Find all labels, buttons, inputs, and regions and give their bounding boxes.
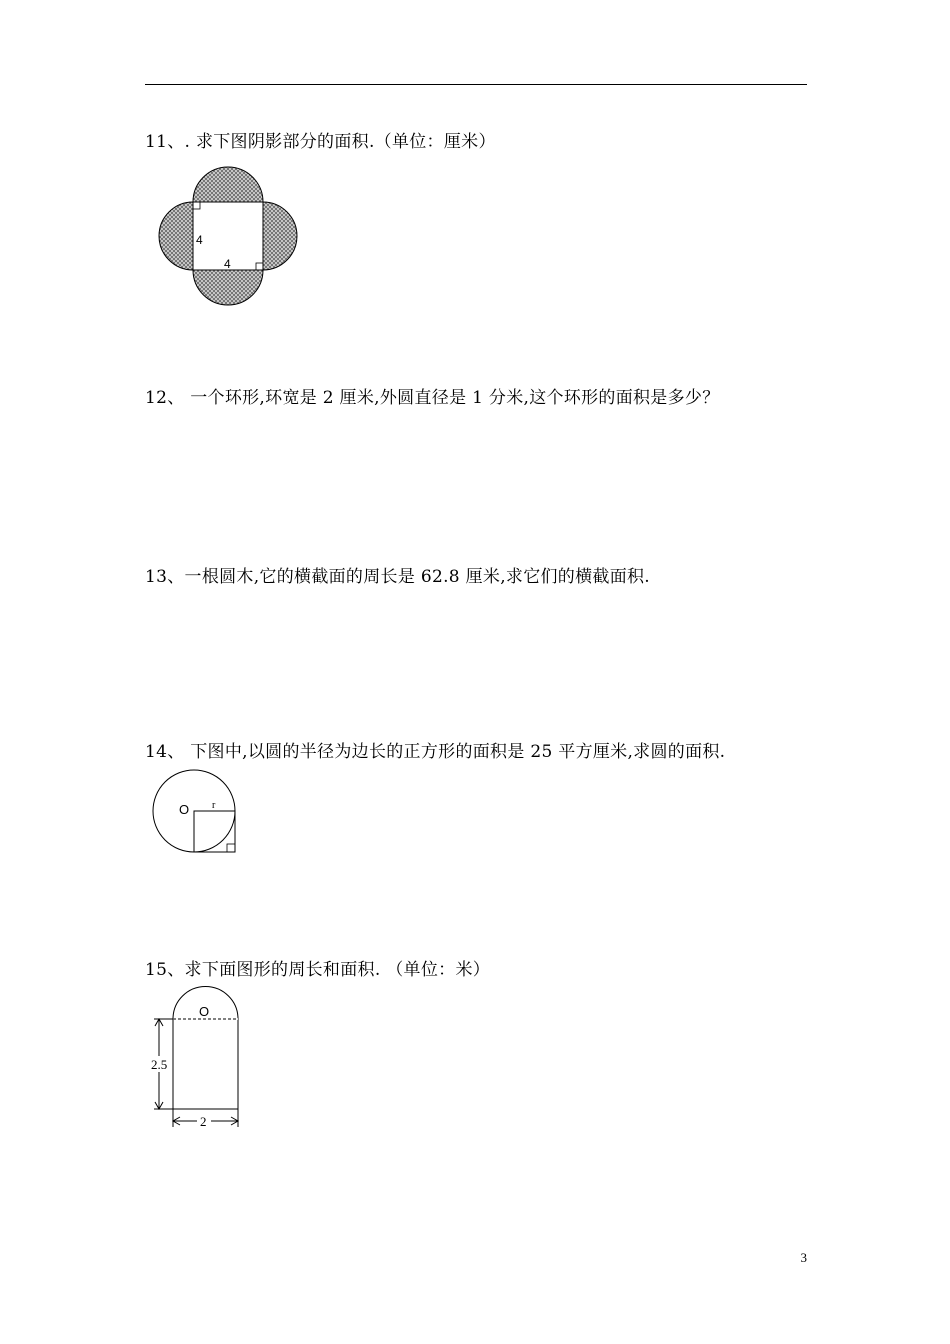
question-12: 12、 一个环形,环宽是 2 厘米,外圆直径是 1 分米,这个环形的面积是多少？ — [145, 388, 720, 408]
center-label: O — [199, 1004, 210, 1019]
radius-square — [194, 811, 235, 852]
bottom-length-label: 4 — [224, 257, 231, 271]
side-length-label: 4 — [196, 233, 203, 247]
question-11: 11、. 求下图阴影部分的面积.（单位：厘米） — [145, 132, 496, 152]
header-rule — [145, 84, 807, 85]
rectangle — [173, 1019, 238, 1109]
radius-label: r — [212, 800, 216, 811]
height-label: 2.5 — [151, 1057, 168, 1072]
top-semicircle — [193, 167, 263, 202]
question-14: 14、 下图中,以圆的半径为边长的正方形的面积是 25 平方厘米,求圆的面积. — [145, 742, 726, 762]
right-angle-mark — [227, 844, 235, 852]
figure-14-circle-square — [150, 768, 246, 860]
figure-11-shaded-semicircles — [150, 163, 306, 309]
question-15: 15、求下面图形的周长和面积. （单位：米） — [145, 960, 491, 980]
left-semicircle — [159, 202, 193, 270]
page-number: 3 — [800, 1250, 807, 1265]
right-semicircle — [263, 202, 297, 270]
center-label: O — [179, 802, 190, 817]
figure-15-rectangle-semicircle — [148, 985, 248, 1135]
question-13: 13、一根圆木,它的横截面的周长是 62.8 厘米,求它们的横截面积. — [145, 567, 651, 587]
width-label: 2 — [200, 1114, 207, 1129]
bottom-semicircle — [193, 270, 263, 305]
